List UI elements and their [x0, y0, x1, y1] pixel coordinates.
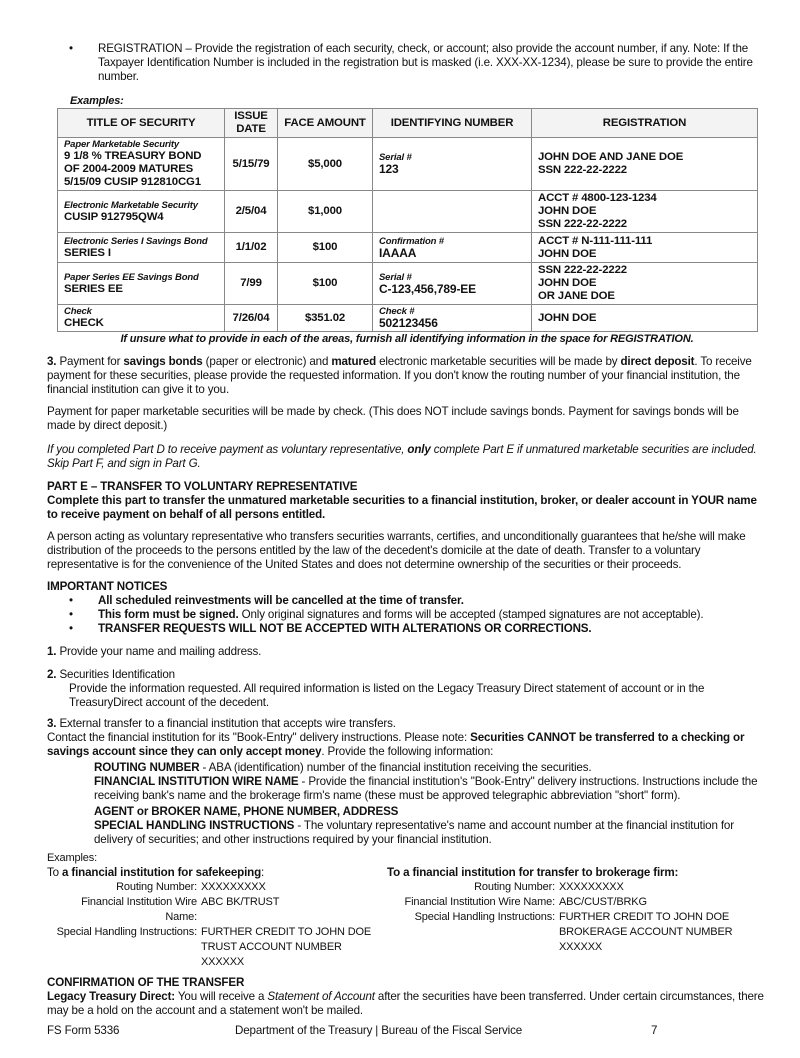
- part-d-note: If you completed Part D to receive payment as voluntary representative, only complete Part E if unmatured marketable securities are included. Skip Part F, and sign in Part G.: [47, 443, 757, 470]
- notices-list: [47, 594, 767, 636]
- table-row: [58, 263, 758, 305]
- cell-title: Check CHECK: [58, 305, 225, 332]
- cell-face-amount: $100: [278, 233, 373, 263]
- example-brokerage: To a financial institution for transfer to brokerage firm: Routing Number: XXXXXXXXX Financial Institution Wire Name: ABC/CUST/BRKG Special Handling Instructions: FURTHER CREDIT TO JOHN DOE BROKERAGE ACCOUNT NUMBER XXXXXX: [387, 866, 733, 953]
- cell-issue-date: 7/99: [225, 263, 278, 305]
- table-row: [58, 233, 758, 263]
- wire-name-info: FINANCIAL INSTITUTION WIRE NAME - Provide the financial institution's "Book-Entry" delivery instructions. Instructions include the receiving bank's name and the brokerage firm's name (these must be approved telegraphic abbreviation "short" form).: [94, 775, 758, 802]
- examples2-columns: [47, 865, 767, 970]
- part-e-heading: PART E – TRANSFER TO VOLUNTARY REPRESENTATIVE: [47, 480, 358, 493]
- cell-title: Electronic Marketable Security CUSIP 912795QW4: [58, 191, 225, 233]
- header-title: TITLE OF SECURITY: [58, 109, 225, 138]
- cell-registration: SSN 222-22-2222 JOHN DOE OR JANE DOE: [532, 263, 758, 305]
- payment-paragraph: 3. Payment for savings bonds (paper or electronic) and matured electronic marketable securities will be made by direct deposit. To receive payment for these securities, please provide the requested information. If you don't know the routing number of your financial institution, the financial institution can give it to you.: [47, 355, 752, 396]
- cell-identifying-number: [373, 191, 532, 233]
- step-3-contact: Contact the financial institution for its "Book-Entry" delivery instructions. Please note: Securities CANNOT be transferred to a checking or savings account since they can only accept money. Provide the following information:: [47, 731, 745, 758]
- notice-item: • All scheduled reinvestments will be cancelled at the time of transfer.: [47, 594, 767, 608]
- examples-table: [57, 108, 758, 332]
- table-row: [58, 191, 758, 233]
- cell-title: Electronic Series I Savings Bond SERIES I: [58, 233, 225, 263]
- header-registration: REGISTRATION: [532, 109, 758, 138]
- table-row: [58, 305, 758, 332]
- example-safekeeping: To a financial institution for safekeeping: Routing Number: XXXXXXXXX Financial Institution Wire Name: ABC BK/TRUST Special Handling Instructions: FURTHER CREDIT TO JOHN DOE TRUST ACCOUNT NUMBER XXXXXX: [47, 866, 372, 968]
- part-e-paragraph: A person acting as voluntary representative who transfers securities warrants, certifies, and unconditionally guarantees that he/she will make distribution of the proceeds to the persons entitled by the law of the decedent's domicile at the date of death. Transfer to a voluntary representative is for the convenience of the United States and does not determine ownership of the securities or their proceeds.: [47, 530, 746, 571]
- agent-info: AGENT or BROKER NAME, PHONE NUMBER, ADDRESS: [94, 805, 399, 818]
- cell-issue-date: 2/5/04: [225, 191, 278, 233]
- notice-item: • This form must be signed. Only original signatures and forms will be accepted (stamped signatures are not acceptable).: [47, 608, 767, 622]
- header-identifying-number: IDENTIFYING NUMBER: [373, 109, 532, 138]
- cell-issue-date: 5/15/79: [225, 138, 278, 191]
- notice-item: • TRANSFER REQUESTS WILL NOT BE ACCEPTED WITH ALTERATIONS OR CORRECTIONS.: [47, 622, 767, 636]
- cell-registration: JOHN DOE: [532, 305, 758, 332]
- form-number: FS Form 5336: [47, 1024, 120, 1037]
- table-header-row: [58, 109, 758, 138]
- confirmation-heading: CONFIRMATION OF THE TRANSFER: [47, 976, 245, 989]
- cell-identifying-number: Serial # C-123,456,789-EE: [373, 263, 532, 305]
- cell-identifying-number: Check # 502123456: [373, 305, 532, 332]
- table-caption: If unsure what to provide in each of the areas, furnish all identifying information in the space for REGISTRATION.: [120, 333, 694, 345]
- cell-face-amount: $5,000: [278, 138, 373, 191]
- cell-registration: ACCT # N-111-111-111 JOHN DOE: [532, 233, 758, 263]
- cell-title: Paper Marketable Security 9 1/8 % TREASURY BOND OF 2004-2009 MATURES 5/15/09 CUSIP 912810CG1: [58, 138, 225, 191]
- page-number: 7: [651, 1024, 658, 1037]
- special-handling-info: SPECIAL HANDLING INSTRUCTIONS - The voluntary representative's name and account number at the financial institution for delivery of securities; and other instructions required by your financial institution.: [94, 819, 734, 846]
- step-2-detail: Provide the information requested. All required information is listed on the Legacy Treasury Direct statement of account or in the TreasuryDirect account of the decedent.: [69, 682, 705, 709]
- cell-face-amount: $100: [278, 263, 373, 305]
- cell-face-amount: $351.02: [278, 305, 373, 332]
- step-1: 1. Provide your name and mailing address.: [47, 645, 262, 658]
- cell-face-amount: $1,000: [278, 191, 373, 233]
- cell-identifying-number: Serial # 123: [373, 138, 532, 191]
- routing-number-info: ROUTING NUMBER - ABA (identification) number of the financial institution receiving the securities.: [94, 761, 592, 774]
- step-2: 2. Securities Identification: [47, 668, 175, 681]
- examples2-label: Examples:: [47, 852, 98, 864]
- cell-registration: ACCT # 4800-123-1234 JOHN DOE SSN 222-22-2222: [532, 191, 758, 233]
- department: Department of the Treasury | Bureau of the Fiscal Service: [235, 1024, 523, 1037]
- cell-issue-date: 7/26/04: [225, 305, 278, 332]
- step-3: 3. External transfer to a financial institution that accepts wire transfers.: [47, 717, 396, 730]
- cell-issue-date: 1/1/02: [225, 233, 278, 263]
- notices-heading: IMPORTANT NOTICES: [47, 580, 168, 593]
- table-row: [58, 138, 758, 191]
- paper-payment-paragraph: Payment for paper marketable securities will be made by check. (This does NOT include savings bonds. Payment for savings bonds will be made by direct deposit.): [47, 405, 739, 432]
- part-e-intro: Complete this part to transfer the unmatured marketable securities to a financial institution, broker, or dealer account in YOUR name to receive payment on behalf of all persons entitled.: [47, 494, 757, 521]
- cell-registration: JOHN DOE AND JANE DOE SSN 222-22-2222: [532, 138, 758, 191]
- header-issue-date: ISSUE DATE: [225, 109, 278, 138]
- cell-identifying-number: Confirmation # IAAAA: [373, 233, 532, 263]
- confirmation-text: Legacy Treasury Direct: You will receive a Statement of Account after the securities have been transferred. Under certain circumstances, there may be a hold on the account and a statement won't be mailed.: [47, 990, 764, 1017]
- page-footer: [47, 1024, 767, 1038]
- examples-label: Examples:: [70, 95, 124, 107]
- cell-title: Paper Series EE Savings Bond SERIES EE: [58, 263, 225, 305]
- registration-text: – Provide the registration of each security, check, or account; also provide the account number, if any. Note: If the Taxpayer Identification Number is included in the registration but is masked (i.e. XXX-XX-1234), please be sure to provide the entire number.: [98, 42, 753, 83]
- registration-label: REGISTRATION: [98, 42, 183, 55]
- header-face-amount: FACE AMOUNT: [278, 109, 373, 138]
- registration-bullet: [47, 42, 767, 84]
